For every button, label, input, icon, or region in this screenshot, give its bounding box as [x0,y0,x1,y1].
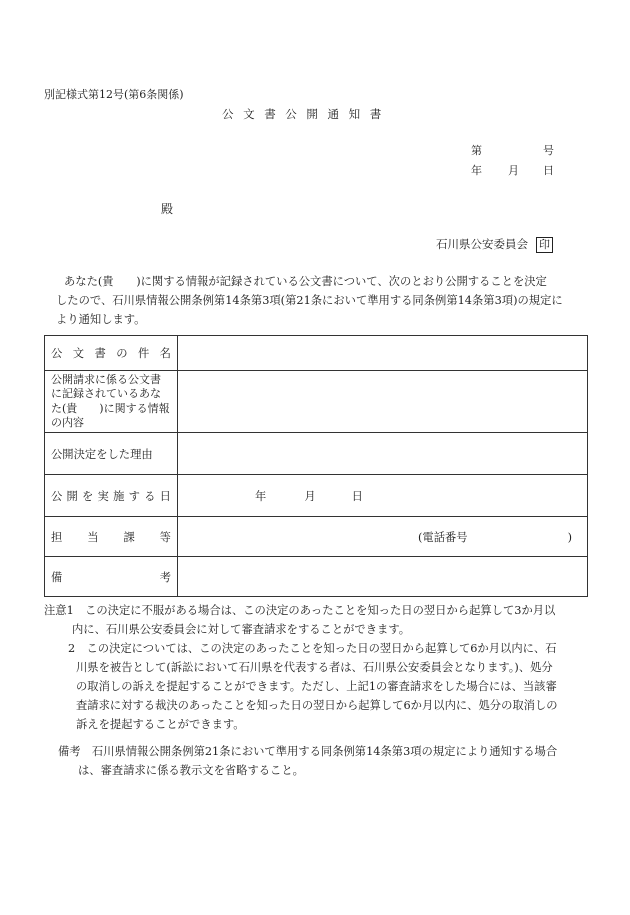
notice-body [44,272,589,329]
label-char: す [128,489,140,503]
date-month-label: 月 [508,164,519,177]
label-char: る [144,489,156,503]
label-char: の [116,347,128,360]
issuer-name: 石川県公安委員会 [436,237,528,251]
label-char: 公 [51,347,63,360]
notes-section [44,601,589,734]
phone-number-open: (電話番号 [418,530,468,544]
info-content-value-cell[interactable] [178,371,588,433]
table-row [45,557,588,597]
body-line: より通知します。 [56,313,146,326]
label-char: 考 [159,570,171,584]
note-line: 内に、石川県公安委員会に対して審査請求をすることができます。 [72,623,411,636]
label-char: 担 [51,530,63,544]
addressee-honorific: 殿 [161,202,174,216]
remarks-label-cell [45,557,178,597]
disclosure-info-table [44,335,588,597]
label-char: 実 [97,489,109,503]
seal-mark: 印 [536,237,553,253]
document-number-prefix: 第 [471,144,482,157]
subject-value-cell[interactable] [178,336,588,371]
label-char: 備 [51,570,63,584]
label-char: 文 [72,347,85,360]
phone-number-close: ) [567,530,573,544]
remark-line: は、審査請求に係る教示文を省略すること。 [78,764,304,777]
label-char: 日 [159,489,171,503]
implementation-year-label: 年 [255,489,267,503]
implementation-date-label [51,488,171,504]
label-char: 等 [159,530,171,544]
label-char: 書 [94,347,106,360]
remarks-value-cell[interactable] [178,557,588,597]
reason-label-cell [45,433,178,475]
phone-number [184,529,581,545]
table-row [45,336,588,371]
label-char: 施 [113,489,125,503]
reason-value-cell[interactable] [178,433,588,475]
label-char: 課 [123,530,135,544]
implementation-date-label-cell [45,475,178,517]
table-row [45,517,588,557]
note-line: 川県を被告として(訴訟において石川県を代表する者は、石川県公安委員会となります。)、処分 [76,661,553,674]
note-line: 注意1 この決定に不服がある場合は、この決定のあったことを知った日の翌日から起算して3か月以 [44,604,556,617]
document-number-suffix: 号 [543,144,554,157]
body-line: あなた(貴 )に関する情報が記録されている公文書について、次のとおり公開することを決定 [64,275,547,288]
date-year-label: 年 [471,164,482,177]
department-value-cell[interactable] [178,517,588,557]
info-content-label-cell [45,371,178,433]
label-char: 公 [51,489,63,503]
label-char: を [82,489,94,503]
remark-section [58,742,557,780]
note-line: の取消しの訴えを提起することができます。ただし、上記1の審査請求をした場合には、当該審 [76,680,557,693]
table-row [45,371,588,433]
remarks-label [51,569,171,585]
department-label [51,529,171,545]
label-char: 件 [137,347,150,360]
reason-label [51,446,171,462]
implementation-date [184,488,581,504]
table-row [45,433,588,475]
body-line: したので、石川県情報公開条例第14条第3項(第21条において準用する同条例第14条第3項)の規定に [56,294,563,307]
issuer [436,236,553,253]
note-line: 2 この決定については、この決定のあったことを知った日の翌日から起算して6か月以内に、石 [68,642,557,655]
implementation-date-value-cell[interactable] [178,475,588,517]
subject-label [51,345,171,361]
note-line: 査請求に対する裁決のあったことを知った日の翌日から起算して6か月以内に、処分の取消しの [76,699,558,712]
remark-line: 備考 石川県情報公開条例第21条において準用する同条例第14条第3項の規定により通知する場合 [58,745,558,758]
form-label: 別記様式第12号(第6条関係) [44,88,184,101]
document-title: 公文書公開通知書 [222,107,391,121]
info-content-label: 公開請求に係る公文書に記録されているあなた(貴 )に関する情報の内容 [51,372,170,429]
department-label-cell [45,517,178,557]
implementation-day-label: 日 [351,489,363,503]
label-char: 開 [66,489,78,503]
note-line: 訴えを提起することができます。 [76,718,245,731]
date-day-label: 日 [543,164,554,177]
subject-label-cell [45,336,178,371]
implementation-month-label: 月 [304,489,316,503]
table-row [45,475,588,517]
label-char: 名 [159,347,171,360]
label-char: 当 [87,530,99,544]
reason-label-text: 公開決定をした理由 [51,447,153,461]
